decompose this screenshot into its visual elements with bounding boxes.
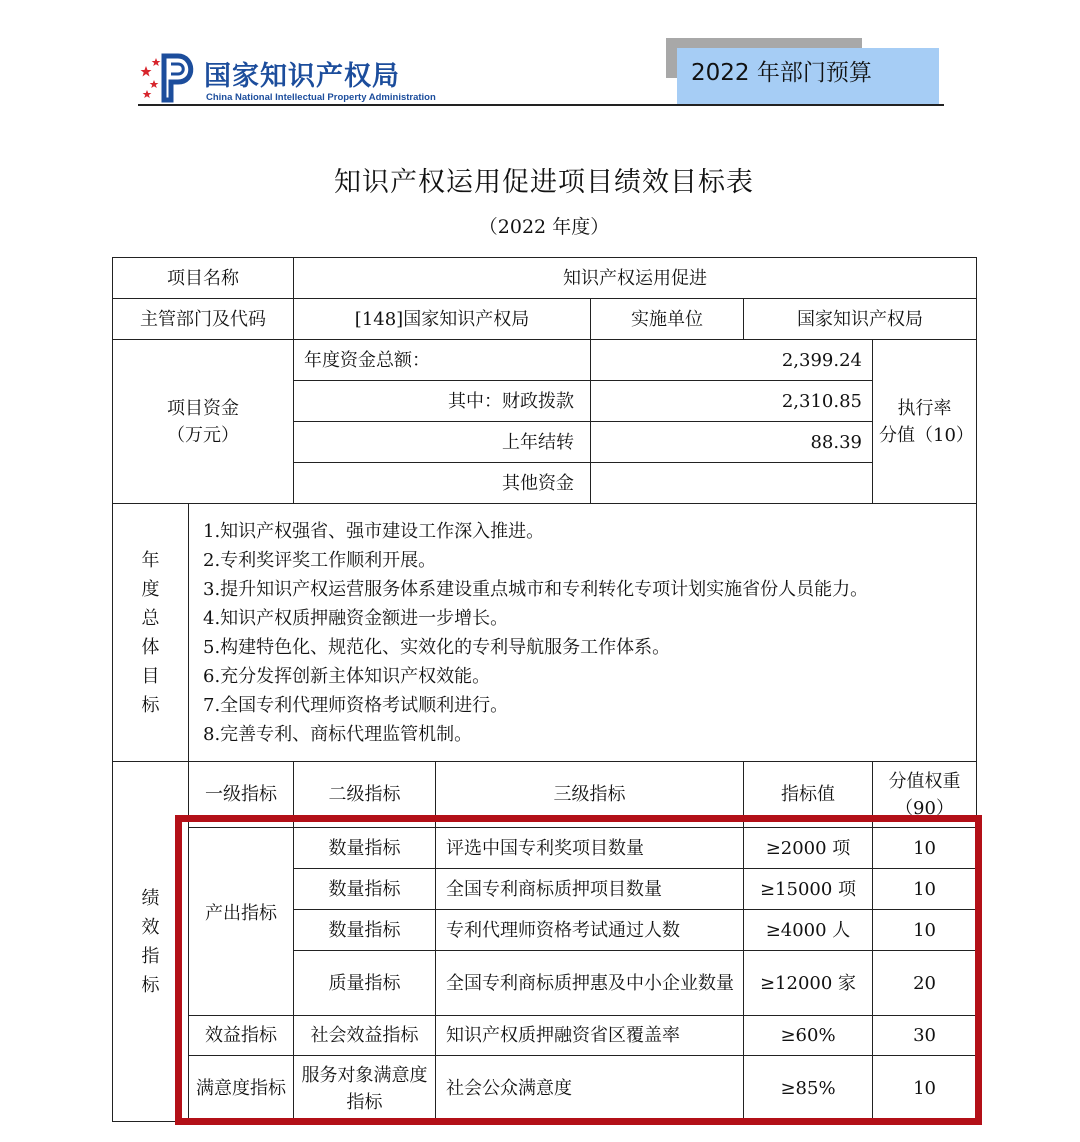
row-l3: 专利代理师资格考试通过人数 — [436, 910, 744, 951]
total-funds-value: 2,399.24 — [591, 340, 873, 381]
row-value: ≥12000 家 — [744, 951, 873, 1016]
list-item: 4.知识产权质押融资金额进一步增长。 — [203, 607, 509, 629]
project-name-label: 项目名称 — [113, 258, 294, 299]
carryover-label: 上年结转 — [294, 422, 591, 463]
header-weight — [873, 762, 977, 828]
impl-unit-label: 实施单位 — [591, 299, 744, 340]
row-l2: 质量指标 — [294, 951, 436, 1016]
row-l2: 数量指标 — [294, 828, 436, 869]
row-l3: 全国专利商标质押惠及中小企业数量 — [436, 951, 744, 1016]
header-level3: 三级指标 — [436, 762, 744, 828]
annual-goals-content — [189, 504, 977, 762]
list-item: 8.完善专利、商标代理监管机制。 — [203, 723, 473, 745]
row-value: ≥15000 项 — [744, 869, 873, 910]
funds-label-line2: （万元） — [167, 424, 239, 446]
table-row — [113, 299, 977, 340]
list-item: 5.构建特色化、规范化、实效化的专利导航服务工作体系。 — [203, 636, 671, 658]
carryover-value: 88.39 — [591, 422, 873, 463]
row-l3: 社会公众满意度 — [436, 1056, 744, 1122]
funds-label-line1: 项目资金 — [167, 397, 239, 419]
row-value: ≥60% — [744, 1016, 873, 1056]
list-item: 2.专利奖评奖工作顺利开展。 — [203, 549, 437, 571]
output-indicator-label: 产出指标 — [189, 828, 294, 1016]
performance-target-table — [112, 257, 977, 1122]
logo-english-name: China National Intellectual Property Administration — [206, 92, 436, 103]
execution-rate-score — [873, 340, 977, 504]
list-item: 6.充分发挥创新主体知识产权效能。 — [203, 665, 491, 687]
dept-label: 主管部门及代码 — [113, 299, 294, 340]
table-row — [113, 1016, 977, 1056]
list-item: 3.提升知识产权运营服务体系建设重点城市和专利转化专项计划实施省份人员能力。 — [203, 578, 869, 600]
row-weight: 20 — [873, 951, 977, 1016]
list-item: 7.全国专利代理师资格考试顺利进行。 — [203, 694, 509, 716]
page-subtitle: （2022 年度） — [478, 216, 610, 238]
table-row — [113, 504, 977, 762]
performance-indicators-label — [113, 762, 189, 1122]
row-l2: 社会效益指标 — [294, 1016, 436, 1056]
table-row — [113, 828, 977, 869]
header-weight-line1: 分值权重 — [888, 770, 961, 792]
table-row — [113, 1056, 977, 1122]
annual-goals-label-text: 年度总体目标 — [141, 549, 160, 716]
annual-goals-label — [113, 504, 189, 762]
row-weight: 10 — [873, 910, 977, 951]
satisfaction-indicator-label: 满意度指标 — [189, 1056, 294, 1122]
exec-rate-line2: 分值（10） — [879, 424, 974, 446]
row-l2: 数量指标 — [294, 910, 436, 951]
page-title: 知识产权运用促进项目绩效目标表 — [334, 167, 754, 198]
row-value: ≥4000 人 — [744, 910, 873, 951]
table-row — [113, 258, 977, 299]
fiscal-value: 2,310.85 — [591, 381, 873, 422]
project-name-value: 知识产权运用促进 — [294, 258, 977, 299]
header-divider — [138, 104, 944, 106]
cnipa-logo — [138, 52, 438, 104]
header-weight-line2: （90） — [895, 797, 954, 819]
dept-value: [148]国家知识产权局 — [294, 299, 591, 340]
other-funds-value — [591, 463, 873, 504]
logo-chinese-name: 国家知识产权局 — [204, 61, 400, 92]
performance-indicators-label-text: 绩效指标 — [141, 887, 160, 996]
header-level2: 二级指标 — [294, 762, 436, 828]
list-item: 1.知识产权强省、强市建设工作深入推进。 — [203, 520, 545, 542]
row-weight: 10 — [873, 828, 977, 869]
table-row — [113, 340, 977, 381]
other-funds-label: 其他资金 — [294, 463, 591, 504]
fiscal-label: 其中：财政拨款 — [294, 381, 591, 422]
row-weight: 10 — [873, 869, 977, 910]
row-l3: 全国专利商标质押项目数量 — [436, 869, 744, 910]
budget-year-badge: 2022 年部门预算 — [677, 48, 939, 104]
impl-unit-value: 国家知识产权局 — [744, 299, 977, 340]
row-weight: 10 — [873, 1056, 977, 1122]
row-l2: 服务对象满意度指标 — [294, 1056, 436, 1122]
row-l3: 知识产权质押融资省区覆盖率 — [436, 1016, 744, 1056]
cnipa-emblem-icon — [138, 52, 200, 104]
row-l2: 数量指标 — [294, 869, 436, 910]
funds-label — [113, 340, 294, 504]
exec-rate-line1: 执行率 — [897, 397, 952, 419]
benefit-indicator-label: 效益指标 — [189, 1016, 294, 1056]
row-value: ≥2000 项 — [744, 828, 873, 869]
table-row — [113, 762, 977, 828]
row-weight: 30 — [873, 1016, 977, 1056]
row-value: ≥85% — [744, 1056, 873, 1122]
total-funds-label: 年度资金总额： — [294, 340, 591, 381]
row-l3: 评选中国专利奖项目数量 — [436, 828, 744, 869]
header-value: 指标值 — [744, 762, 873, 828]
header-level1: 一级指标 — [189, 762, 294, 828]
